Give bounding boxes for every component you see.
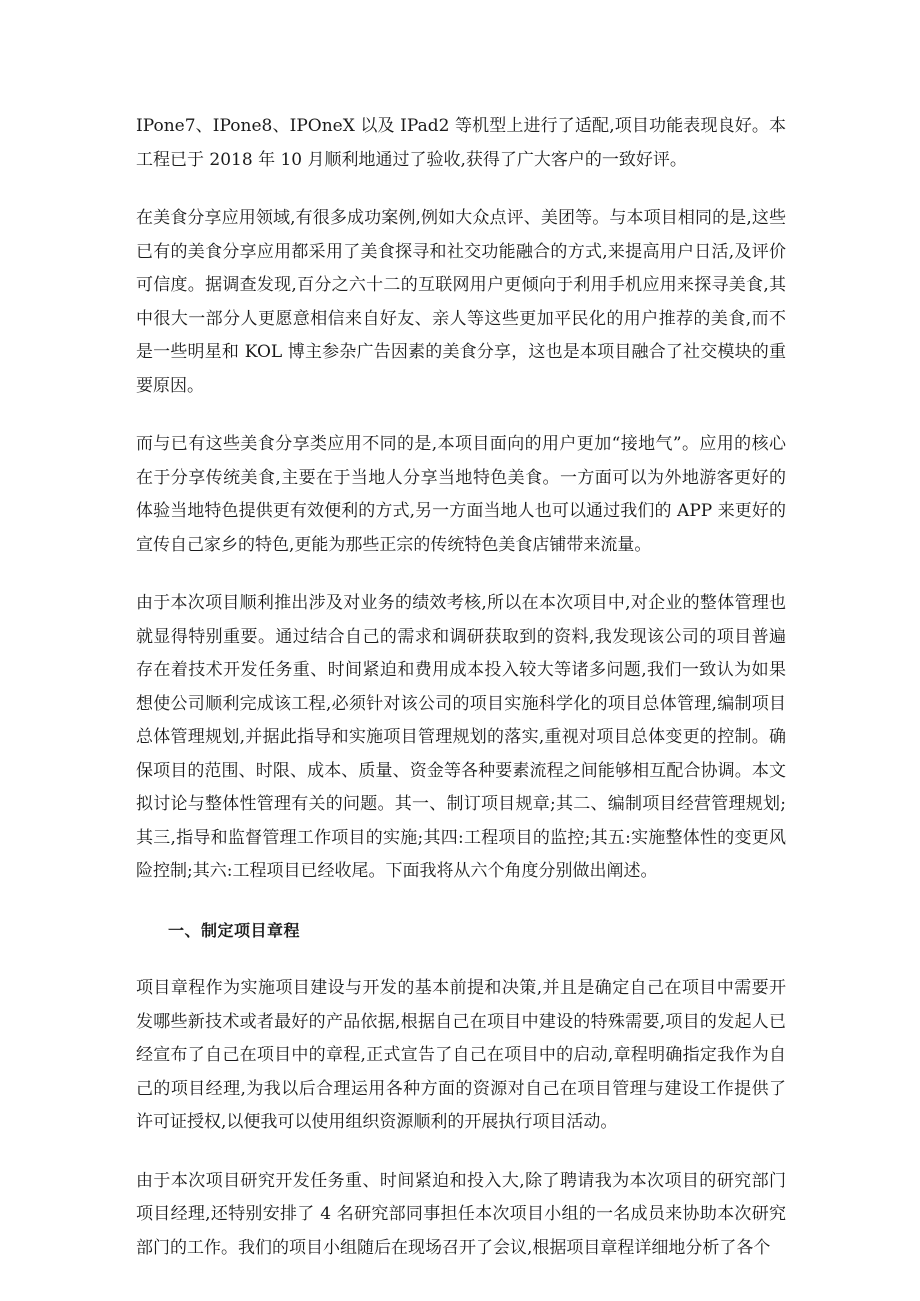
paragraph-integrated-management: 由于本次项目顺利推出涉及对业务的绩效考核,所以在本次项目中,对企业的整体管理也就显得特别重要。通过结合自己的需求和调研获取到的资料,我发现该公司的项目普遍存在着技术开发任务重、时间紧迫和费用成本投入较大等诸多问题,我们一致认为如果想使公司顺利完成该工程,必须针对该公司的项目实施科学化的项目总体管理,编制项目总体管理规划,并据此指导和实施项目管理规划的落实,重视对项目总体变更的控制。确保项目的范围、时限、成本、质量、资金等各种要素流程之间能够相互配合协调。本文拟讨论与整体性管理有关的问题。其一、制订项目规章;其二、编制项目经营管理规划;其三,指导和监督管理工作项目的实施;其四:工程项目的监控;其五:实施整体性的变更风险控制;其六:工程项目已经收尾。下面我将从六个角度分别做出阐述。 [136,593,786,881]
paragraph-food-sharing-field: 在美食分享应用领域,有很多成功案例,例如大众点评、美团等。与本项目相同的是,这些已有的美食分享应用都采用了美食探寻和社交功能融合的方式,来提高用户日活,及评价可信度。据调查发现,百分之六十二的互联网用户更倾向于利用手机应用来探寻美食,其中很大一部分人更愿意相信来自好友、亲人等这些更加平民化的用户推荐的美食,而不是一些明星和 KOL 博主参杂广告因素的美食分享，这也是本项目融合了社交模块的重要原因。 [136,208,786,396]
paragraph-project-charter: 项目章程作为实施项目建设与开发的基本前提和决策,并且是确定自己在项目中需要开发哪些新技术或者最好的产品依据,根据自己在项目中建设的特殊需要,项目的发起人已经宣布了自己在项目中的章程,正式宣告了自己在项目中的启动,章程明确指定我作为自己的项目经理,为我以后合理运用各种方面的资源对自己在项目管理与建设工作提供了许可证授权,以便我可以使用组织资源顺利的开展执行项目活动。 [136,978,786,1132]
paragraph-project-difference: 而与已有这些美食分享类应用不同的是,本项目面向的用户更加“接地气”。应用的核心在于分享传统美食,主要在于当地人分享当地特色美食。一方面可以为外地游客更好的体验当地特色提供更有效便利的方式,另一方面当地人也可以通过我们的 APP 来更好的宣传自己家乡的特色,更能为那些正宗的传统特色美食店铺带来流量。 [136,434,786,555]
section-heading: 一、制定项目章程 [168,920,301,940]
document-body [136,110,786,1290]
paragraph-device-adaptation: IPone7、IPone8、IPOneX 以及 IPad2 等机型上进行了适配,项目功能表现良好。本工程已于 2018 年 10 月顺利地通过了验收,获得了广大客户的一致好评。 [136,116,786,170]
paragraph-project-team: 由于本次项目研究开发任务重、时间紧迫和投入大,除了聘请我为本次项目的研究部门项目经理,还特别安排了 4 名研究部同事担任本次项目小组的一名成员来协助本次研究部门的工作。我们的项目小组随后在现场召开了会议,根据项目章程详细地分析了各个 [136,1170,786,1258]
